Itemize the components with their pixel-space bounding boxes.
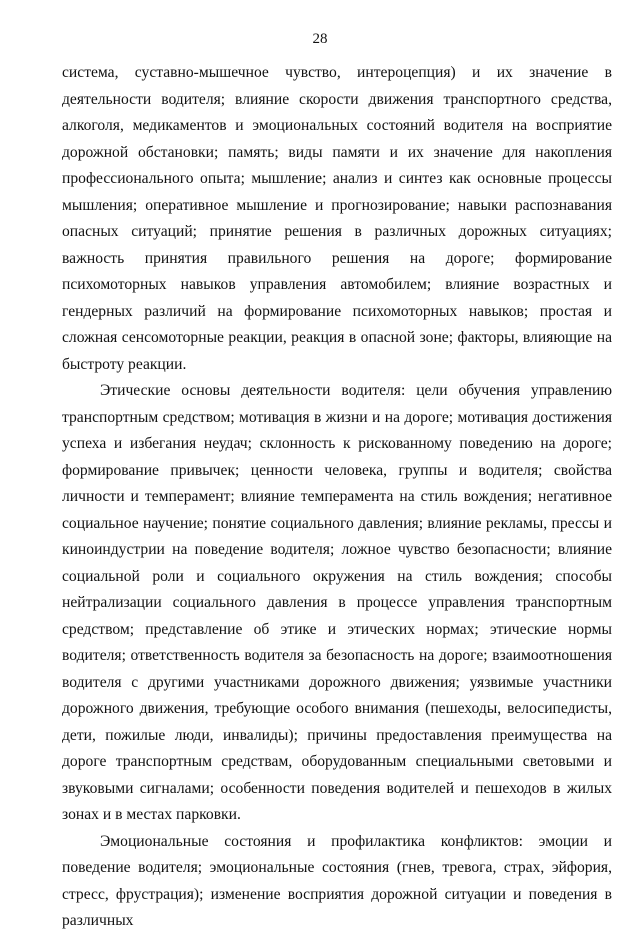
paragraph-ethical-foundations: Этические основы деятельности водителя: цели обучения управлению транспортным средством; мотивация в жизни и на дороге; мотивация достижения успеха и избегания неудач; склонность к рискованному поведению на дороге; формирование привычек; ценности человека, группы и водителя; свойства личности и темперамент; влияние темперамента на стиль вождения; негативное социальное научение; понятие социального давления; влияние рекламы, прессы и киноиндустрии на поведение водителя; ложное чувство безопасности; влияние социальной роли и социального окружения на стиль вождения; способы нейтрализации социального давления в процессе управления транспортным средством; представление об этике и этических нормах; этические нормы водителя; ответственность водителя за безопасность на дороге; взаимоотношения водителя с другими участниками дорожного движения; уязвимые участники дорожного движения, требующие особого внимания (пешеходы, велосипедисты, дети, пожилые люди, инвалиды); причины предоставления преимущества на дороге транспортным средствам, оборудованным специальными световыми и звуковыми сигналами; особенности поведения водителей и пешеходов в жилых зонах и в местах парковки. bbox=[62, 382, 612, 823]
paragraph-continuation: система, суставно-мышечное чувство, интероцепция) и их значение в деятельности водителя; влияние скорости движения транспортного средства, алкоголя, медикаментов и эмоциональных состояний водителя на восприятие дорожной обстановки; память; виды памяти и их значение для накопления профессионального опыта; мышление; анализ и синтез как основные процессы мышления; оперативное мышление и прогнозирование; навыки распознавания опасных ситуаций; принятие решения в различных дорожных ситуациях; важность принятия правильного решения на дороге; формирование психомоторных навыков управления автомобилем; влияние возрастных и гендерных различий на формирование психомоторных навыков; простая и сложная сенсомоторные реакции, реакция в опасной зоне; факторы, влияющие на быстроту реакции. bbox=[62, 64, 612, 373]
page-number: 28 bbox=[312, 31, 328, 47]
body-text bbox=[62, 60, 612, 935]
paragraph-emotional-states: Эмоциональные состояния и профилактика конфликтов: эмоции и поведение водителя; эмоциональные состояния (гнев, тревога, страх, эйфория, стресс, фрустрация); изменение восприятия дорожной ситуации и поведения в различных bbox=[62, 832, 612, 929]
